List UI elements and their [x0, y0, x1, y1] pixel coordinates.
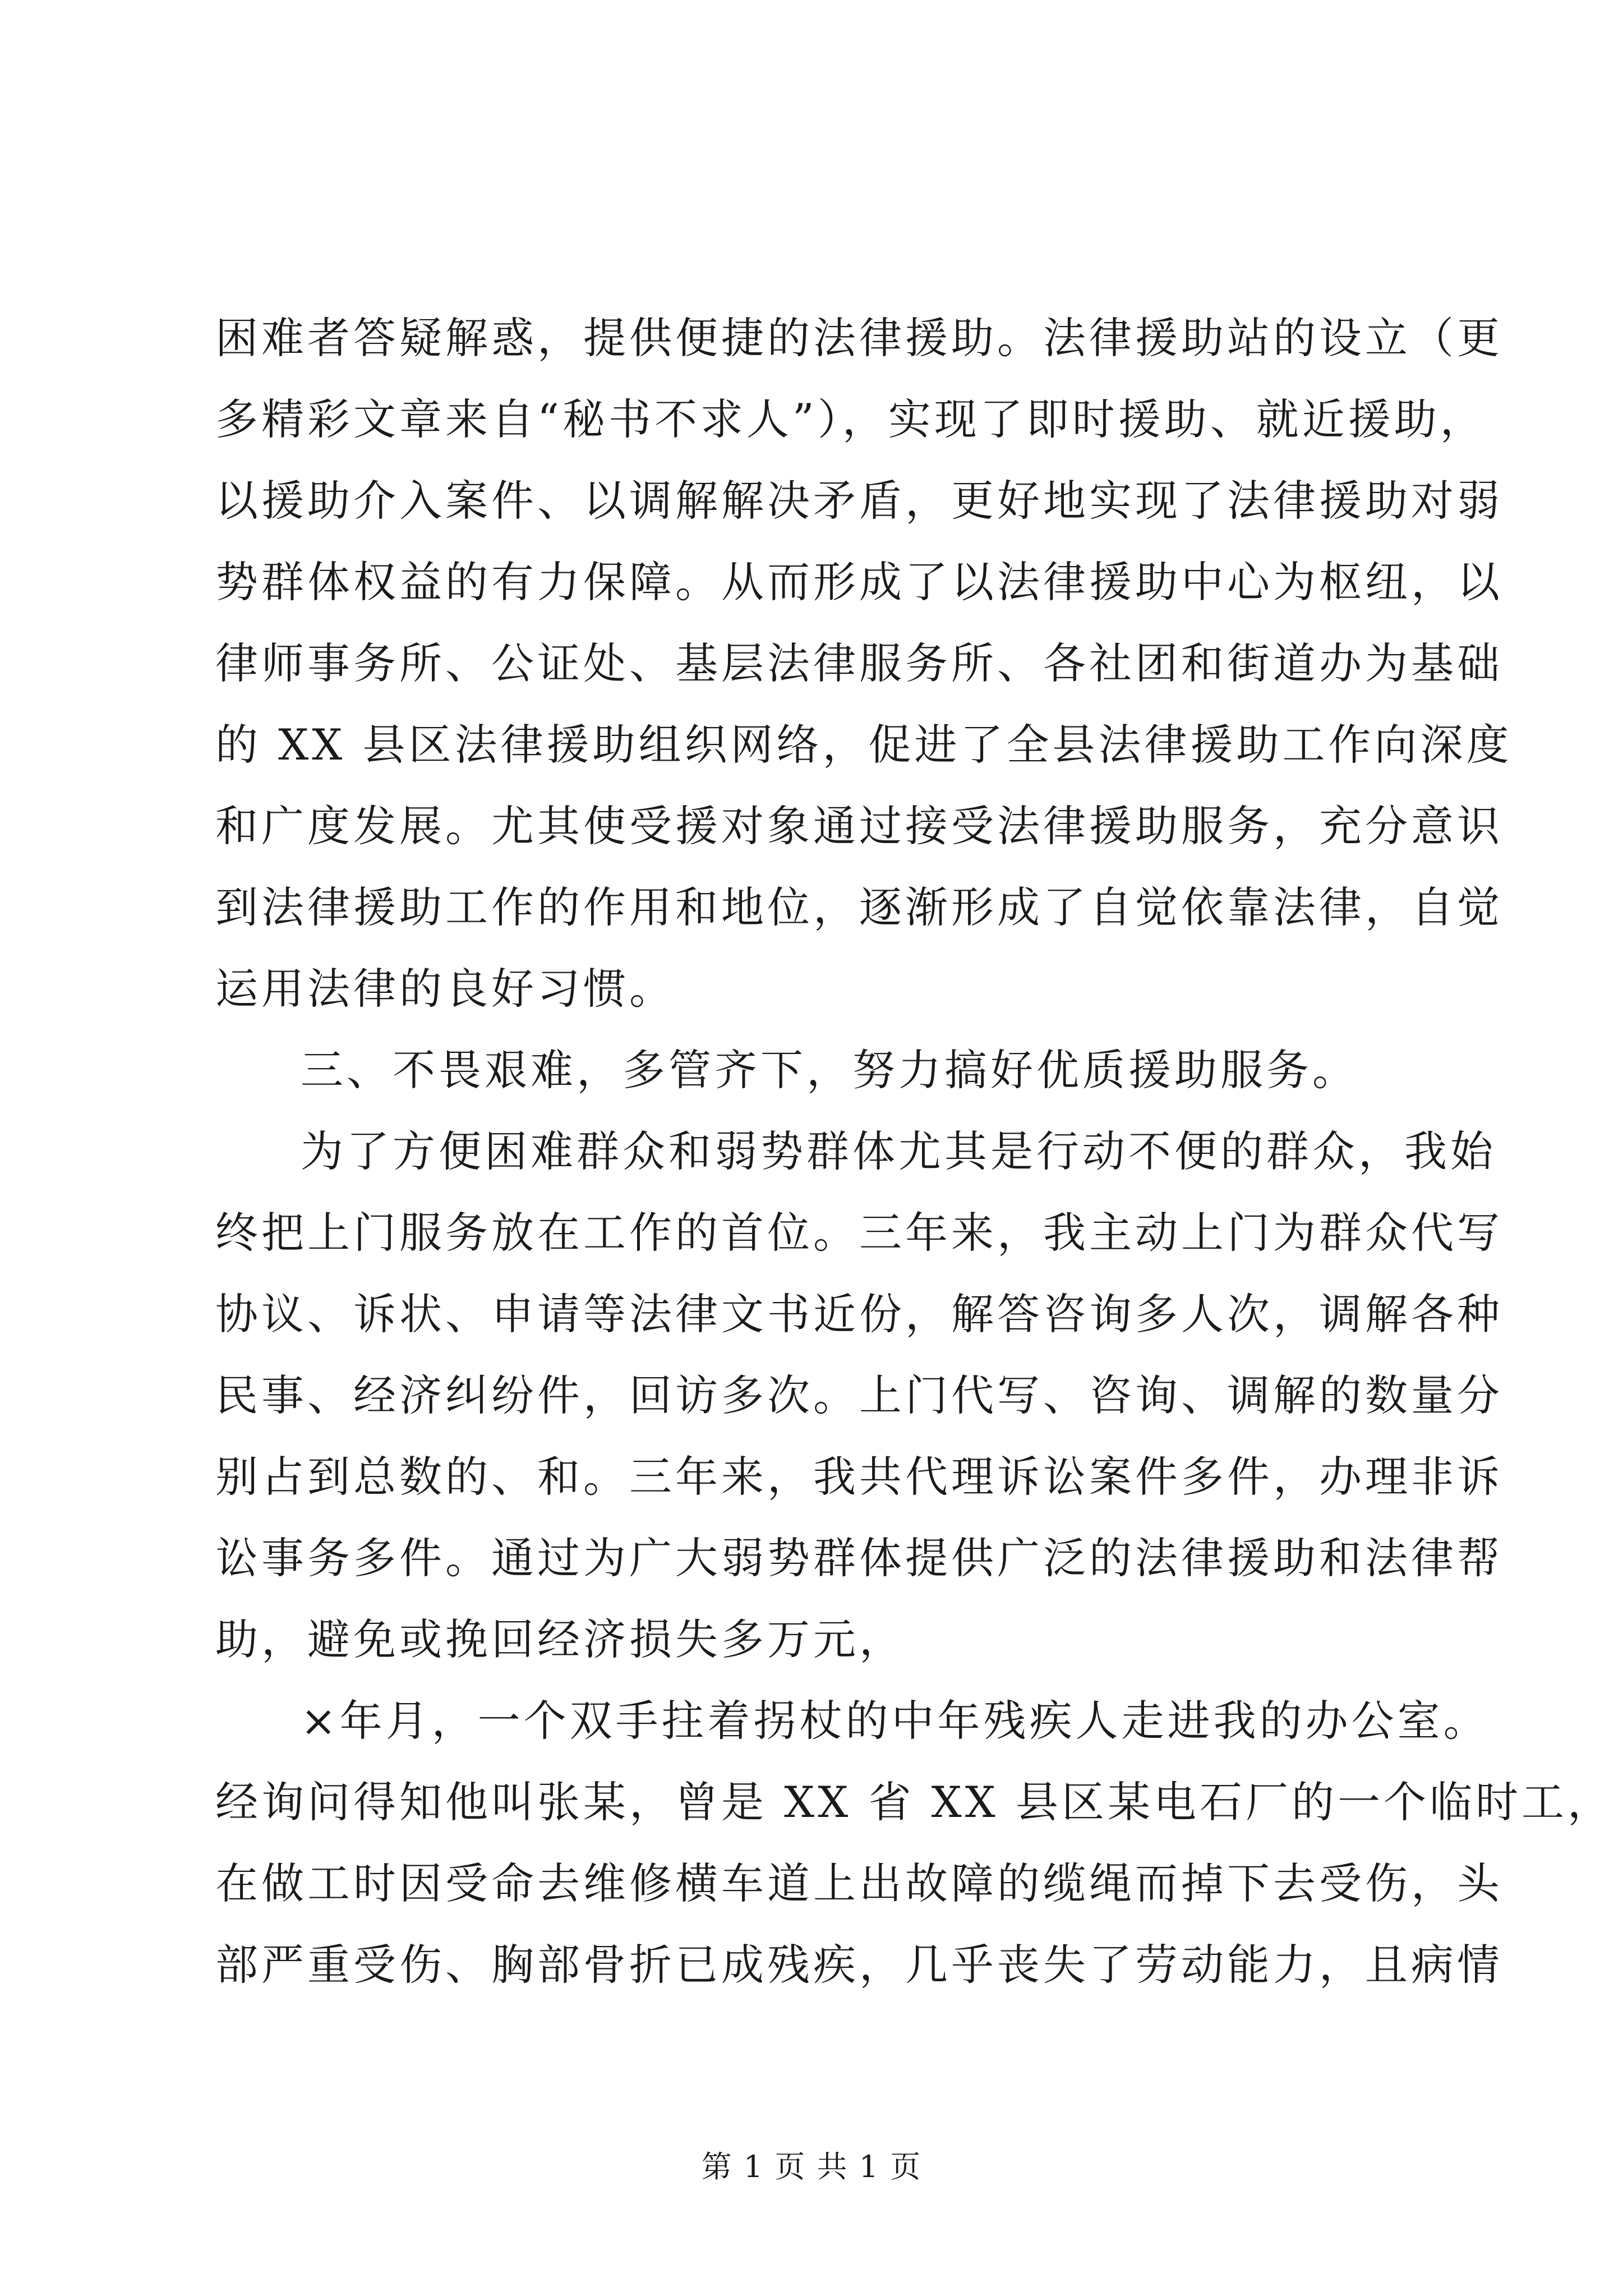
text-line: 在做工时因受命去维修横车道上出故障的缆绳而掉下去受伤，头	[215, 1858, 1503, 1908]
text-line: 困难者答疑解惑，提供便捷的法律援助。法律援助站的设立（更	[215, 313, 1503, 363]
text-line: 多精彩文章来自“秘书不求人”），实现了即时援助、就近援助，	[215, 394, 1486, 444]
text-line: 以援助介入案件、以调解解决矛盾，更好地实现了法律援助对弱	[215, 476, 1503, 526]
text-line: 部严重受伤、胸部骨折已成残疾，几乎丧失了劳动能力，且病情	[215, 1940, 1503, 1990]
text-line: 经询问得知他叫张某，曾是 XX 省 XX 县区某电石厂的一个临时工，	[215, 1777, 1614, 1827]
text-line: 律师事务所、公证处、基层法律服务所、各社团和街道办为基础	[215, 638, 1503, 688]
text-line: 到法律援助工作的作用和地位，逐渐形成了自觉依靠法律，自觉	[215, 882, 1503, 932]
document-body	[215, 297, 1614, 2005]
paragraph-first-line: 为了方便困难群众和弱势群体尤其是行动不便的群众，我始	[301, 1126, 1496, 1176]
text-line: 运用法律的良好习惯。	[215, 964, 675, 1014]
page-footer: 第 1 页 共 1 页	[701, 2149, 922, 2184]
paragraph-first-line: ×年月，一个双手拄着拐杖的中年残疾人走进我的办公室。	[301, 1696, 1490, 1746]
section-heading: 三、不畏艰难，多管齐下，努力搞好优质援助服务。	[301, 1045, 1358, 1095]
text-line: 讼事务多件。通过为广大弱势群体提供广泛的法律援助和法律帮	[215, 1533, 1503, 1583]
text-line: 别占到总数的、和。三年来，我共代理诉讼案件多件，办理非诉	[215, 1452, 1503, 1502]
text-line: 民事、经济纠纷件，回访多次。上门代写、咨询、调解的数量分	[215, 1370, 1503, 1420]
text-line: 协议、诉状、申请等法律文书近份，解答咨询多人次，调解各种	[215, 1289, 1503, 1339]
text-line: 和广度发展。尤其使受援对象通过接受法律援助服务，充分意识	[215, 801, 1503, 851]
text-line: 终把上门服务放在工作的首位。三年来，我主动上门为群众代写	[215, 1208, 1503, 1258]
text-line: 助，避免或挽回经济损失多万元，	[215, 1614, 905, 1664]
text-line: 的 XX 县区法律援助组织网络，促进了全县法律援助工作向深度	[215, 720, 1513, 770]
text-line: 势群体权益的有力保障。从而形成了以法律援助中心为枢纽，以	[215, 557, 1503, 607]
